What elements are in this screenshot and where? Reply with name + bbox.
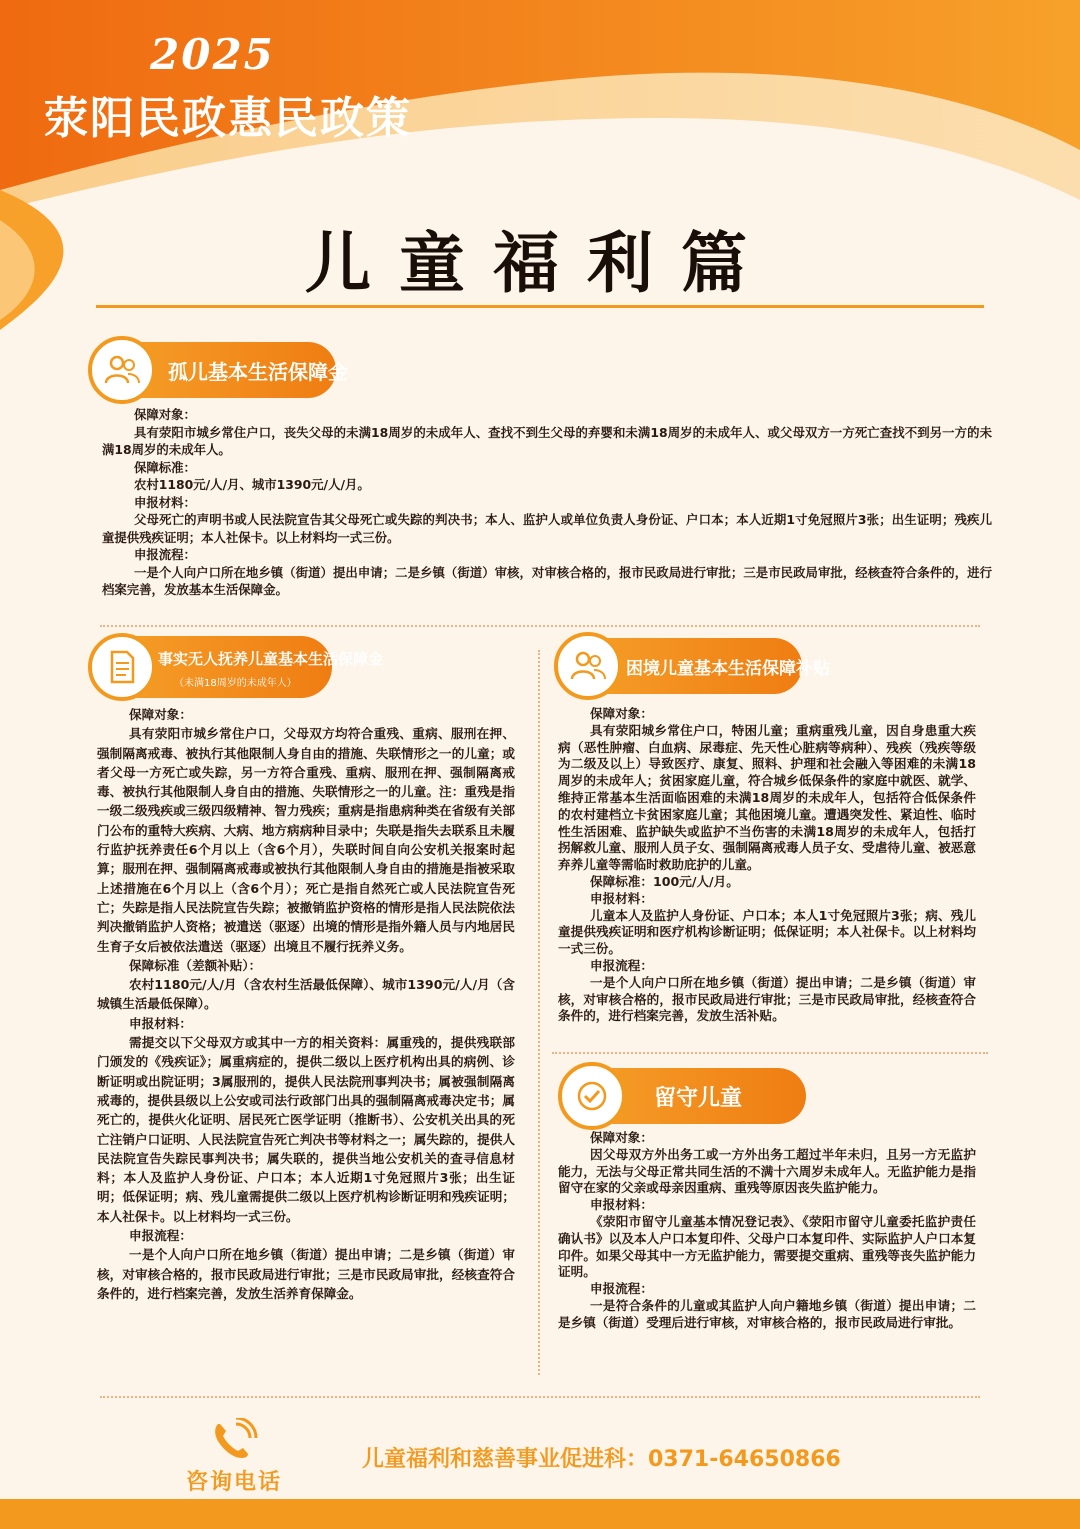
people-icon <box>554 632 622 700</box>
title-divider <box>96 305 984 308</box>
distress-content <box>558 706 976 1025</box>
unsupported-flow-text: 一是个人向户口所在地乡镇（街道）提出申请；二是乡镇（街道）审核，对审核合格的，报市民政局进行审批；三是市民政局审批，经核查符合条件的，进行档案完善，发放生活养育保障金。 <box>97 1247 515 1301</box>
left-behind-content <box>558 1130 976 1332</box>
footer-label: 咨询电话 <box>186 1470 283 1495</box>
left-behind-title: 留守儿童 <box>654 1085 743 1111</box>
orphan-obj-label: 保障对象： <box>134 407 196 422</box>
left-behind-section-header <box>566 1068 806 1124</box>
year-label: 2025 <box>150 30 275 79</box>
distress-flow-label: 申报流程： <box>590 957 653 973</box>
phone-icon <box>210 1418 260 1464</box>
document-icon <box>88 633 156 701</box>
unsupported-subtitle: （未满18周岁的未成年人） <box>174 678 297 689</box>
unsupported-mat-label: 申报材料： <box>129 1015 192 1031</box>
orphan-mat-text: 父母死亡的声明书或人民法院宣告其父母死亡或失踪的判决书；本人、监护人或单位负责人身份证、户口本；本人近期1寸免冠照片3张；出生证明；残疾儿童提供残疾证明；本人社保卡。以上材料均一式三份。 <box>102 512 992 545</box>
distress-flow-text: 一是个人向户口所在地乡镇（街道）提出申请；二是乡镇（街道）审核，对审核合格的，报市民政局进行审批；三是市民政局审批，经核查符合条件的，进行档案完善，发放生活补贴。 <box>558 974 976 1024</box>
distress-std-line <box>558 874 976 891</box>
distress-obj-label: 保障对象： <box>590 706 653 721</box>
left-behind-obj-text: 因父母双方外出务工或一方外出务工超过半年未归，且另一方无监护能力，无法与父母正常共同生活的不满十六周岁未成年人。无监护能力是指留守在家的父亲或母亲因重病、重残等原因丧失监护能力。 <box>558 1146 976 1196</box>
unsupported-flow-label: 申报流程： <box>129 1228 192 1244</box>
left-behind-flow-label: 申报流程： <box>590 1281 653 1297</box>
unsupported-obj-text: 具有荥阳市城乡常住户口，父母双方均符合重残、重病、服刑在押、强制隔离戒毒、被执行其他限制人身自由的措施、失联情形之一的儿童；或者父母一方死亡或失踪，另一方符合重残、重病、服刑在押、强制隔离戒毒、被执行其他限制人身自由的措施、失联情形之一的儿童。注：重残是指一级二级残疾或三级四级精神、智力残疾；重病是指患病种类在省级有关部门公布的重特大疾病、大病、地方病病种目录中；失联是指失去联系且未履行监护抚养责任6个月以上（含6个月），失联时间自向公安机关报案时起算；服刑在押、强制隔离戒毒或被执行其他限制人身自由的措施是指被采取上述措施在6个月以上（含6个月）；死亡是指自然死亡或人民法院宣告死亡；失踪是指人民法院宣告失踪；被撤销监护资格的情形是指人民法院依法判决撤销监护人资格；被遣送（驱逐）出境的情形是指外籍人员与内地居民生育子女后被依法遣送（驱逐）出境且不履行抚养义务。 <box>97 726 515 954</box>
left-behind-mat-label: 申报材料： <box>590 1197 653 1213</box>
distress-mat-text: 儿童本人及监护人身份证、户口本；本人1寸免冠照片3张；病、残儿童提供残疾证明和医疗机构诊断证明；低保证明；本人社保卡。以上材料均一式三份。 <box>558 907 976 957</box>
footer-contact: 儿童福利和慈善事业促进科：0371-64650866 <box>362 1447 841 1472</box>
distress-section-header <box>562 638 830 694</box>
divider <box>100 625 980 627</box>
unsupported-section-header <box>96 636 384 698</box>
distress-std-label: 保障标准： <box>590 873 653 889</box>
divider <box>100 1396 980 1398</box>
section-title: 儿童福利篇 <box>305 225 775 302</box>
orphan-std-label: 保障标准： <box>134 459 196 475</box>
page-title: 荥阳民政惠民政策 <box>44 93 412 144</box>
unsupported-std-text: 农村1180元/人/月（含农村生活最低保障）、城市1390元/人/月（含城镇生活最低保障）。 <box>97 977 515 1012</box>
orphan-obj-text: 具有荥阳市城乡常住户口，丧失父母的未满18周岁的未成年人、查找不到生父母的弃婴和未满18周岁的未成年人、或父母双方一方死亡查找不到另一方的未满18周岁的未成年人。 <box>102 424 992 457</box>
distress-std-value: 100元/人/月。 <box>652 873 739 889</box>
distress-obj-text: 具有荥阳城乡常住户口，特困儿童；重病重残儿童，因自身患重大疾病（恶性肿瘤、白血病、尿毒症、先天性心脏病等病种）、残疾（残疾等级为二级及以上）导致医疗、康复、照料、护理和社会融入等困难的未满18周岁的未成年人；贫困家庭儿童，符合城乡低保条件的家庭中就医、就学、维持正常基本生活面临困难的未满18周岁的未成年人，包括符合低保条件的农村建档立卡贫困家庭儿童；其他困境儿童。遭遇突发性、紧迫性、临时性生活困难、监护缺失或监护不当伤害的未满18周岁的未成年人，包括打拐解救儿童、服刑人员子女、强制隔离戒毒人员子女、受虐待儿童、被恶意弃养儿童等需临时救助庇护的儿童。 <box>558 722 976 873</box>
distress-mat-label: 申报材料： <box>590 890 653 906</box>
left-behind-mat-text: 《荥阳市留守儿童基本情况登记表》、《荥阳市留守儿童委托监护责任确认书》以及本人户口本复印件、父母户口本复印件、实际监护人户口本复印件。如果父母其中一方无监护能力，需要提交重病、重残等丧失监护能力证明。 <box>558 1213 976 1280</box>
left-behind-obj-label: 保障对象： <box>590 1130 653 1145</box>
divider <box>552 1052 988 1054</box>
checkmark-icon <box>558 1062 626 1130</box>
orphan-title: 孤儿基本生活保障金 <box>168 359 348 384</box>
left-behind-flow-text: 一是符合条件的儿童或其监护人向户籍地乡镇（街道）提出申请；二是乡镇（街道）受理后进行审核，对审核合格的，报市民政局进行审批。 <box>558 1297 976 1330</box>
unsupported-mat-text: 需提交以下父母双方或其中一方的相关资料：属重残的，提供残联部门颁发的《残疾证》；属重病症的，提供二级以上医疗机构出具的病例、诊断证明或出院证明；3属服刑的，提供人民法院刑事判决书；属被强制隔离戒毒的，提供县级以上公安或司法行政部门出具的强制隔离戒毒决定书；属死亡的，提供火化证明、居民死亡医学证明（推断书）、公安机关出具的死亡注销户口证明、人民法院宣告死亡判决书等材料之一；属失踪的，提供人民法院宣告失踪民事判决书；属失联的，提供当地公安机关的查寻信息材料；本人及监护人身份证、户口本；本人近期1寸免冠照片3张；出生证明；低保证明；病、残儿童需提供二级以上医疗机构诊断证明和残疾证明；本人社保卡。以上材料均一式三份。 <box>97 1035 515 1224</box>
distress-title: 困境儿童基本生活保障补贴 <box>626 658 830 679</box>
orphan-content <box>102 406 992 599</box>
people-icon <box>88 336 156 404</box>
orphan-flow-label: 申报流程： <box>134 547 196 562</box>
column-divider <box>538 650 540 1375</box>
unsupported-std-label: 保障标准（差额补贴）： <box>129 957 262 973</box>
bottom-bar <box>0 1499 1080 1529</box>
unsupported-title: 事实无人抚养儿童基本生活保障金 <box>158 650 384 668</box>
orphan-std-text: 农村1180元/人/月、城市1390元/人/月。 <box>134 477 370 492</box>
unsupported-content <box>97 705 515 1303</box>
orphan-flow-text: 一是个人向户口所在地乡镇（街道）提出申请；二是乡镇（街道）审核，对审核合格的，报市民政局进行审批；三是市民政局审批，经核查符合条件的，进行档案完善，发放基本生活保障金。 <box>102 564 992 597</box>
orphan-mat-label: 申报材料： <box>134 494 196 510</box>
unsupported-obj-label: 保障对象： <box>129 707 192 722</box>
orphan-section-header <box>96 342 348 398</box>
